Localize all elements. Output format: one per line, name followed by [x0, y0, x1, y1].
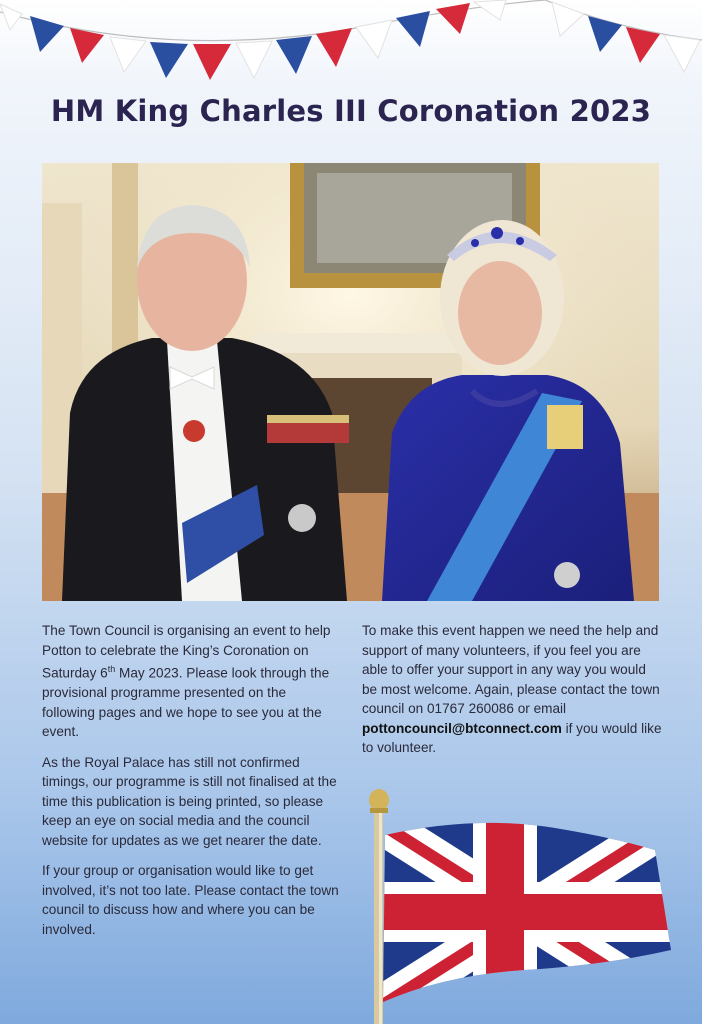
volunteer-text-column: [362, 621, 662, 769]
timings-paragraph: As the Royal Palace has still not confirmed timings, our programme is still not finalised at the time this publication is being printed, so please keep an eye on social media and the council website for updates as we get nearer the date.: [42, 754, 337, 848]
date-ordinal: th: [107, 664, 116, 674]
get-involved-paragraph: If your group or organisation would like to get involved, it’s not too late. Please contact the town council to discuss how and where you can be involved.: [42, 863, 339, 937]
volunteer-text-end: if you would like to volunteer.: [362, 720, 662, 755]
volunteer-paragraph: [362, 621, 662, 758]
intro-text-end: May 2023. Please look through the provisional programme presented on the following pages and we hope to see you at the event.: [42, 665, 330, 740]
page-title: HM King Charles III Coronation 2023: [50, 94, 652, 128]
council-email-link[interactable]: pottoncouncil@btconnect.com: [362, 720, 562, 736]
intro-text-column: [42, 621, 342, 950]
union-jack-flag: [355, 780, 690, 1024]
royal-couple-photo: [42, 163, 659, 601]
volunteer-text-start: To make this event happen we need the help and support of many volunteers, if you feel you are able to offer your support in any way you would be most welcome. Again, please contact the town council on 01767 260086 or email: [362, 623, 660, 716]
intro-paragraph: [42, 621, 342, 742]
intro-text-start: The Town Council is organising an event to help Potton to celebrate the King’s Coronation on Saturday 6: [42, 623, 331, 681]
bunting-decoration: [0, 0, 702, 90]
